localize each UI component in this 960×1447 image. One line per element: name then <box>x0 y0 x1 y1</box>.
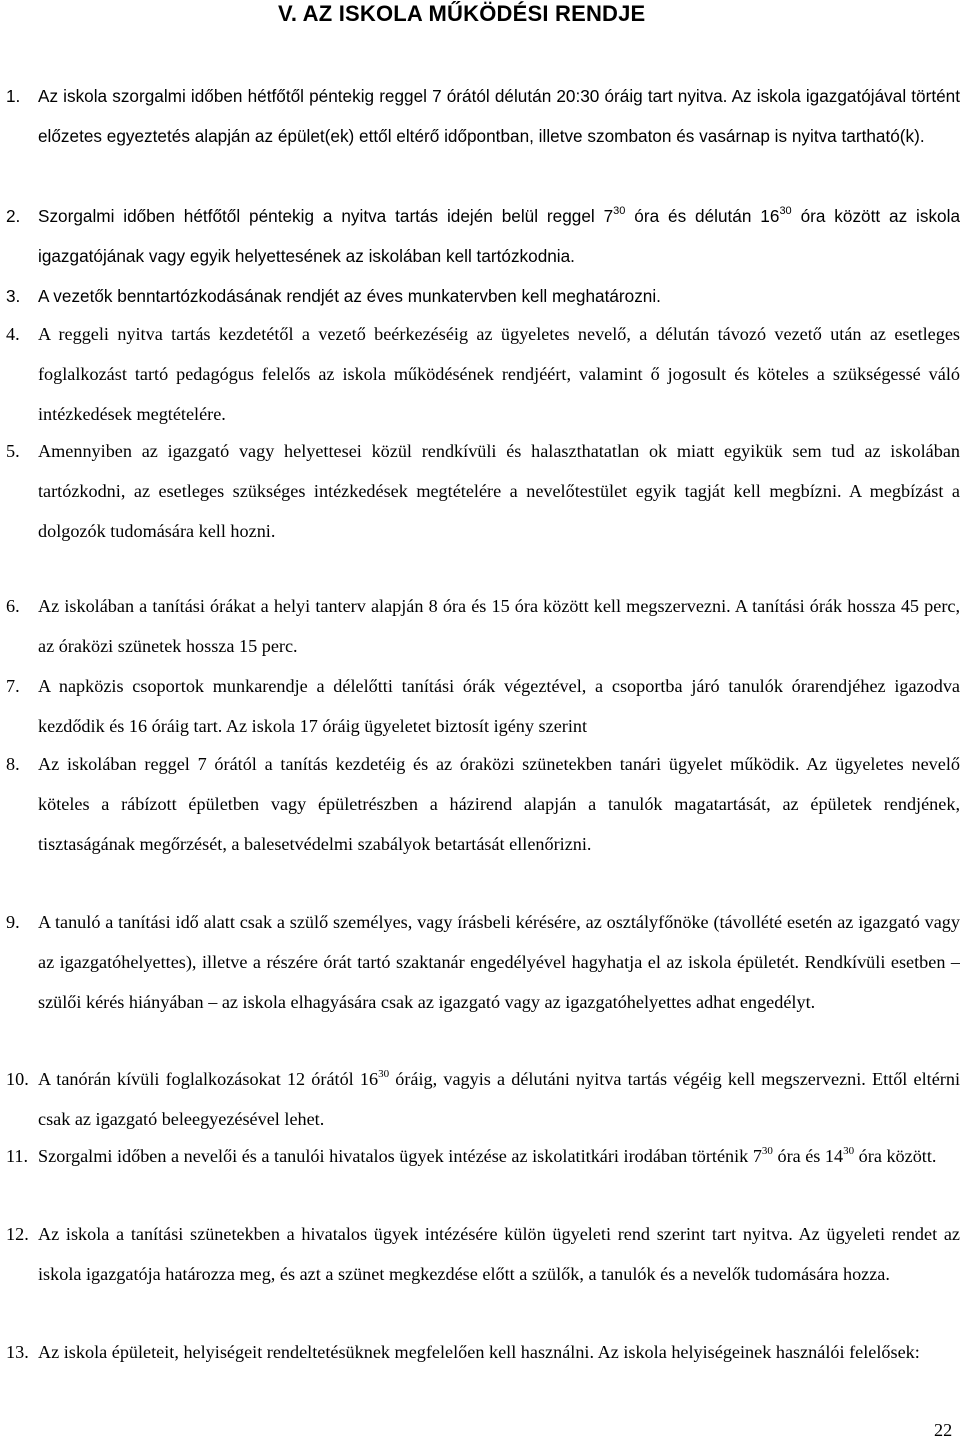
list-item <box>6 1214 960 1294</box>
item-number: 12. <box>6 1224 29 1244</box>
page-number: 22 <box>934 1420 953 1440</box>
item-text: Az iskola épületeit, helyiségeit rendeltetésüknek megfelelően kell használni. Az iskola helyiségeinek használói felelősek: <box>38 1342 920 1362</box>
item-text: A reggeli nyitva tartás kezdetétől a vezető beérkezéséig az ügyeletes nevelő, a délután távozó vezető után az esetleges foglalkozást tartó pedagógus felelős az iskola működésének rendjéért, valamint ő jogosult és köteles a szükségessé váló intézkedések megtételére. <box>38 324 960 424</box>
item-number: 2. <box>6 206 21 226</box>
item-text: A napközis csoportok munkarendje a délelőtti tanítási órák végeztével, a csoportba járó tanulók órarendjéhez igazodva kezdődik és 16 óráig tart. Az iskola 17 óráig ügyeletet biztosít igény szerint <box>38 676 960 736</box>
item-number: 6. <box>6 596 20 616</box>
list-item <box>6 1332 960 1372</box>
item-text: Az iskolában a tanítási órákat a helyi tanterv alapján 8 óra és 15 óra között kell megszervezni. A tanítási órák hossza 45 perc, az óraközi szünetek hossza 15 perc. <box>38 596 960 656</box>
item-number: 10. <box>6 1069 29 1089</box>
superscript: 30 <box>613 205 626 217</box>
superscript: 30 <box>378 1068 390 1080</box>
list-item <box>6 196 960 276</box>
item-number: 5. <box>6 441 20 461</box>
item-number: 9. <box>6 912 20 932</box>
item-text: Szorgalmi időben a nevelői és a tanulói hivatalos ügyek intézése az iskolatitkári irodában történik 7 <box>38 1146 762 1166</box>
list-item <box>6 902 960 1022</box>
list-item <box>6 1059 960 1139</box>
item-text: óra között az iskola igazgatójának vagy egyik helyettesének az iskolában kell tartózkodnia. <box>38 206 960 266</box>
item-text: óra és délután 16 <box>625 206 780 226</box>
item-number: 11. <box>6 1146 29 1166</box>
list-item <box>6 666 960 746</box>
item-text: óra között. <box>854 1146 937 1166</box>
item-text: Amennyiben az igazgató vagy helyettesei közül rendkívüli és halaszthatatlan ok miatt egyikük sem tud az iskolában tartózkodni, az esetleges szükséges intézkedések megtételére a nevelőtestület egyik tagját kell megbízni. A megbízást a dolgozók tudomására kell hozni. <box>38 441 960 541</box>
section-heading: V. AZ ISKOLA MŰKÖDÉSI RENDJE <box>278 1 646 26</box>
list-item <box>6 314 960 434</box>
list-item <box>6 586 960 666</box>
item-text: Szorgalmi időben hétfőtől péntekig a nyitva tartás idején belül reggel 7 <box>38 206 614 226</box>
item-number: 1. <box>6 86 21 106</box>
item-text: óra és 14 <box>772 1146 844 1166</box>
item-number: 4. <box>6 324 20 344</box>
item-text: Az iskola a tanítási szünetekben a hivatalos ügyek intézésére külön ügyeleti rend szerint tart nyitva. Az ügyeleti rendet az iskola igazgatója határozza meg, és azt a szünet megkezdése előtt a szülők, a tanulók és a nevelők tudomására hozza. <box>38 1224 960 1284</box>
list-item <box>6 76 960 156</box>
superscript: 30 <box>843 1145 855 1157</box>
list-item <box>6 744 960 864</box>
item-number: 3. <box>6 286 21 306</box>
superscript: 30 <box>779 205 792 217</box>
list-item <box>6 1136 960 1176</box>
item-number: 13. <box>6 1342 29 1362</box>
item-number: 8. <box>6 754 20 774</box>
item-text: A tanuló a tanítási idő alatt csak a szülő személyes, vagy írásbeli kérésére, az osztályfőnöke (távollété esetén az igazgató vagy az igazgatóhelyettes), illetve a részére órát tartó szaktanár engedélyével hagyhatja el az iskola épületét. Rendkívüli esetben – szülői kérés hiányában – az iskola elhagyására csak az igazgató vagy az igazgatóhelyettes adhat engedélyt. <box>38 912 960 1012</box>
list-item <box>6 276 960 316</box>
item-text: A vezetők benntartózkodásának rendjét az éves munkatervben kell meghatározni. <box>38 286 661 306</box>
item-number: 7. <box>6 676 20 696</box>
item-text: Az iskolában reggel 7 órától a tanítás kezdetéig és az óraközi szünetekben tanári ügyelet működik. Az ügyeletes nevelő köteles a rábízott épületben vagy épületrészben a házirend alapján a tanulók magatartását, az épületek rendjének, tisztaságának megőrzését, a balesetvédelmi szabályok betartását ellenőrizni. <box>38 754 960 854</box>
item-text: A tanórán kívüli foglalkozásokat 12 órától 16 <box>38 1069 379 1089</box>
list-item <box>6 431 960 551</box>
item-text: Az iskola szorgalmi időben hétfőtől péntekig reggel 7 órától délután 20:30 óráig tart nyitva. Az iskola igazgatójával történt előzetes egyeztetés alapján az épület(ek) ettől eltérő időpontban, illetve szombaton és vasárnap is nyitva tartható(k). <box>38 86 960 146</box>
item-text: óráig, vagyis a délutáni nyitva tartás végéig kell megszervezni. Ettől eltérni csak az igazgató beleegyezésével lehet. <box>38 1069 960 1129</box>
superscript: 30 <box>761 1145 773 1157</box>
